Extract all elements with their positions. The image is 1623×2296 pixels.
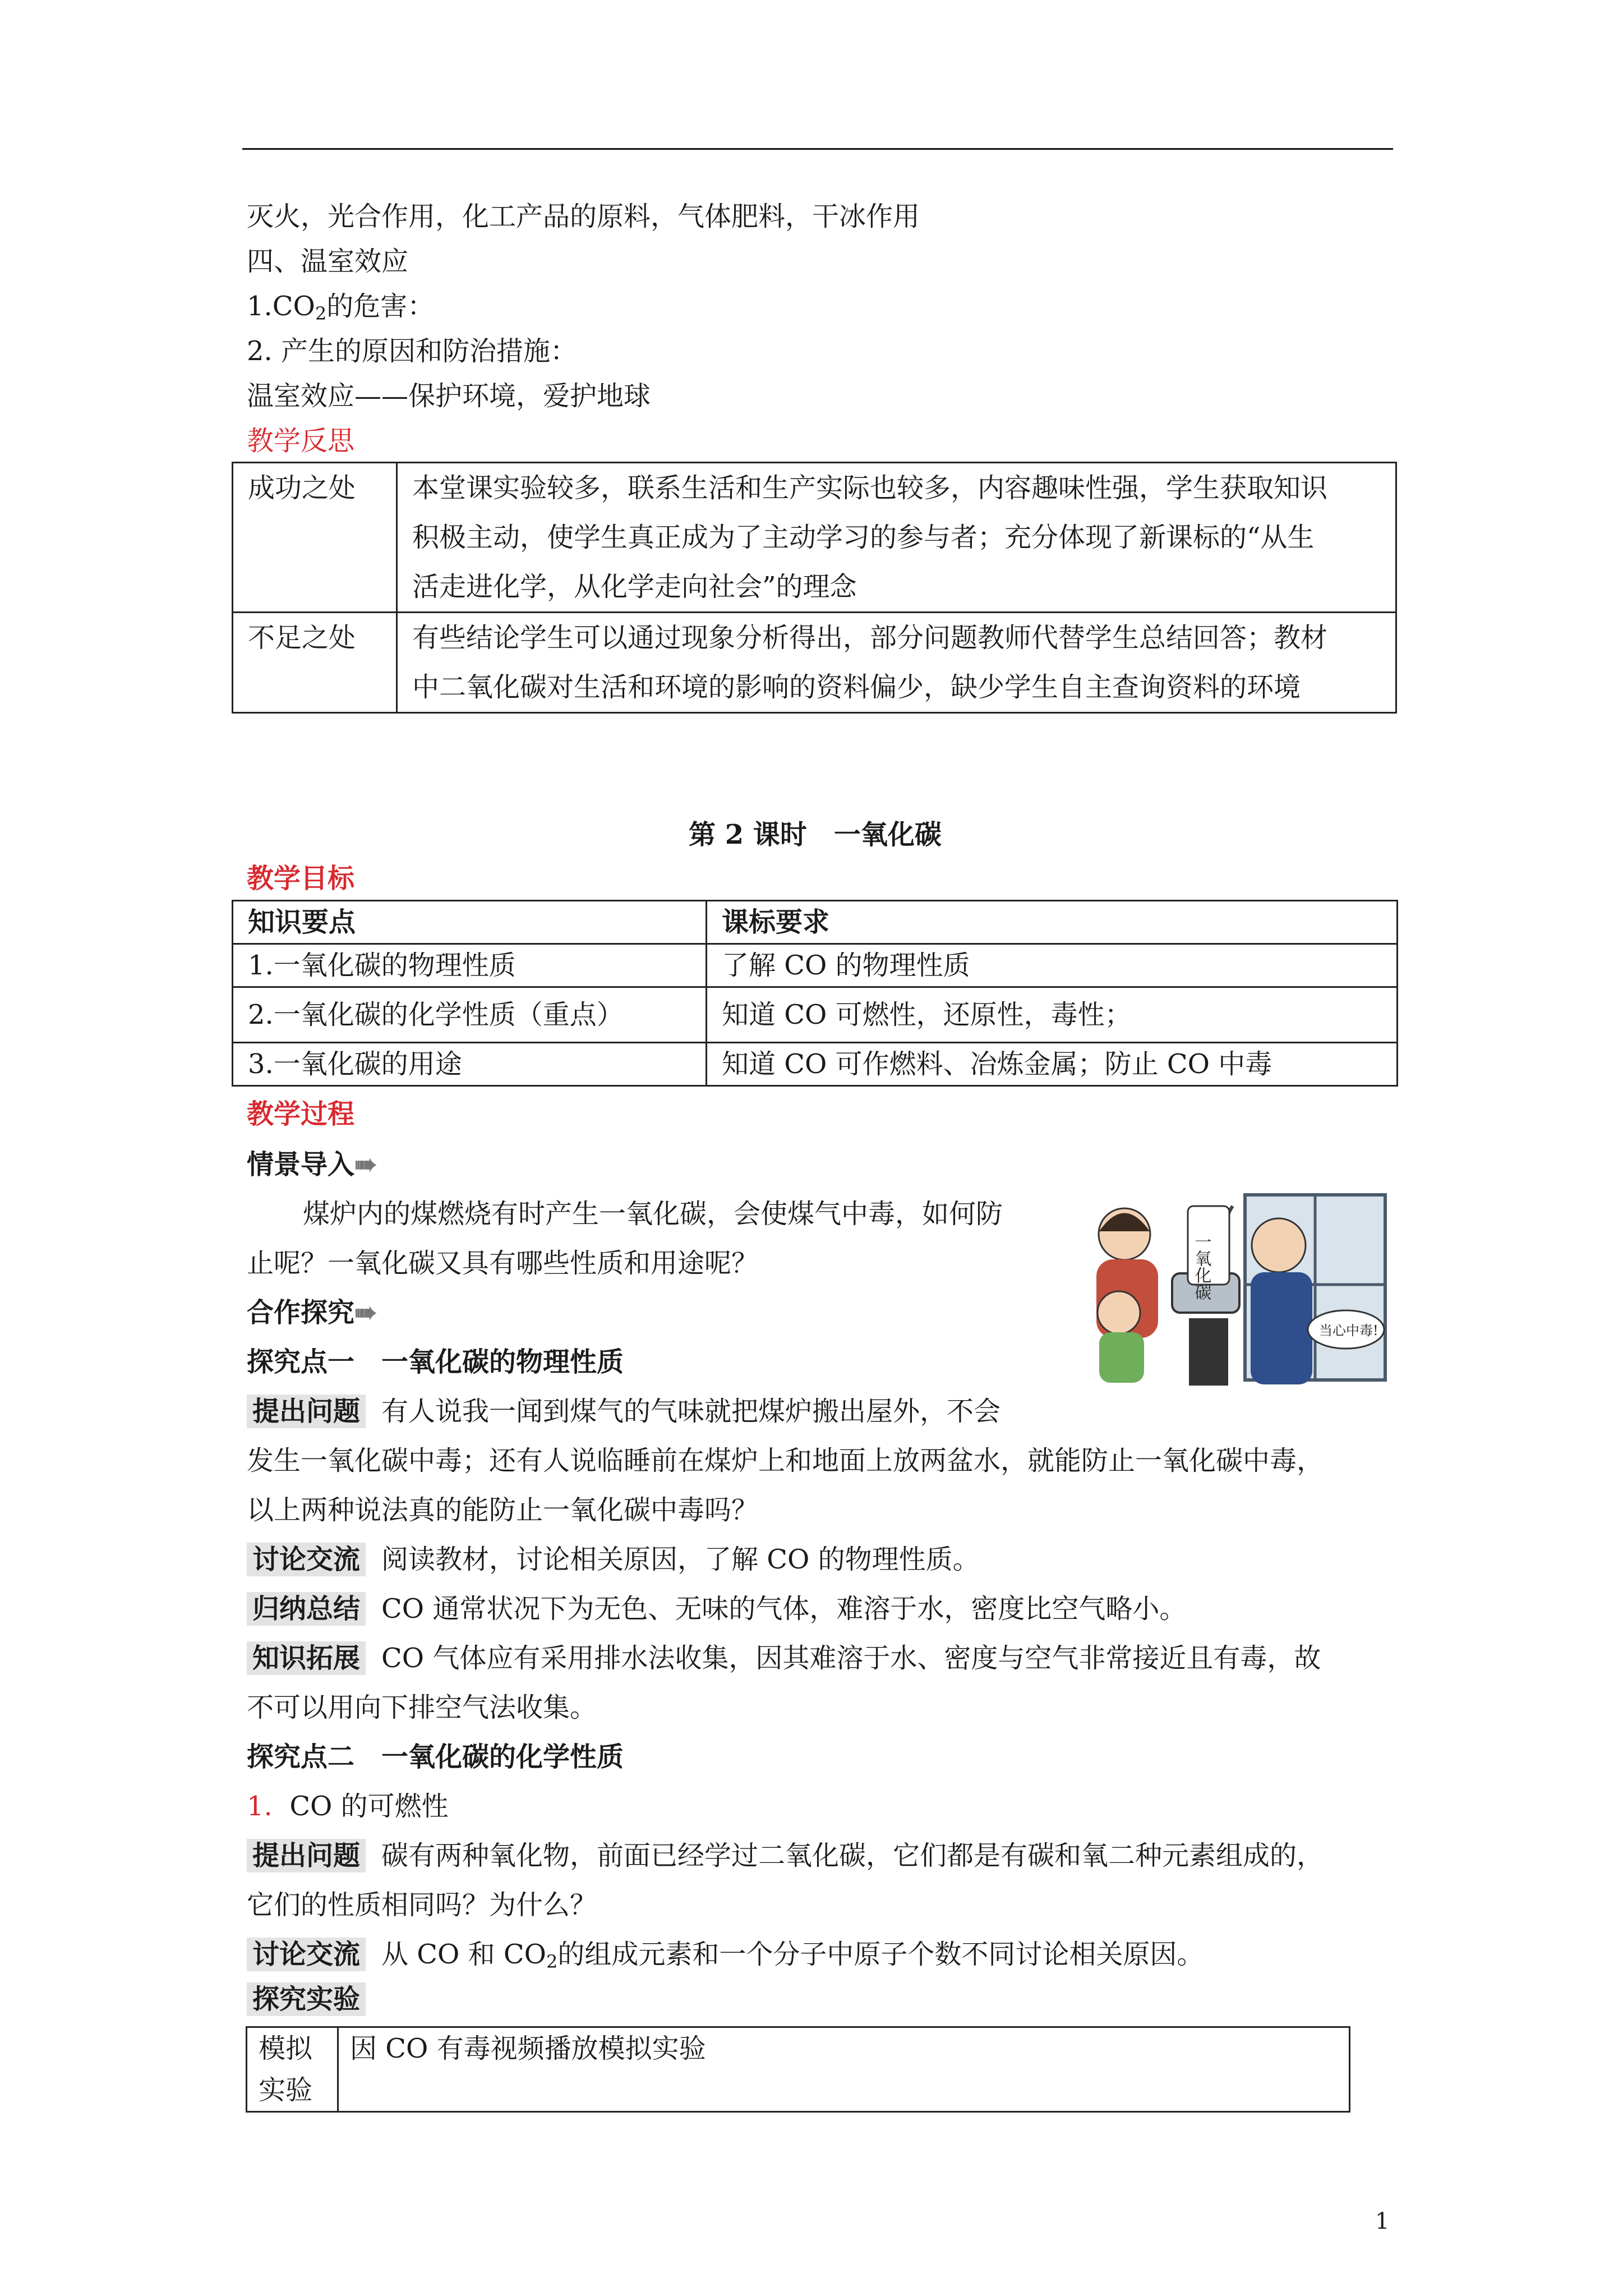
table-cell: 3.一氧化碳的用途: [233, 1043, 707, 1086]
experiment-label: 模拟 实验: [247, 2027, 338, 2112]
tag-discuss: 讨论交流: [247, 1543, 366, 1576]
reflection-content: 有些结论学生可以通过现象分析得出，部分问题教师代替学生总结回答；教材 中二氧化碳对生活和环境的影响的资料偏少，缺少学生自主查询资料的环境: [397, 613, 1396, 713]
tag-extend: 知识拓展: [247, 1641, 366, 1675]
text-line: 以上两种说法真的能防止一氧化碳中毒吗？: [247, 1494, 759, 1526]
arrow-right-icon: ➠: [354, 1149, 377, 1180]
objectives-heading: 教学目标: [247, 863, 355, 894]
lesson-title: 第 2 课时 一氧化碳: [689, 819, 942, 850]
experiment-table: [246, 2026, 1350, 2113]
text-line: $1.CO_2$的危害：: [247, 291, 435, 324]
text-line: 知识拓展 CO 气体应有采用排水法收集，因其难溶于水、密度与空气非常接近且有毒，故: [247, 1641, 1321, 1675]
tag-discuss: 讨论交流: [247, 1938, 366, 1971]
svg-text:一氧化碳: 一氧化碳: [1191, 1233, 1211, 1300]
text-line: 发生一氧化碳中毒；还有人说临睡前在煤炉上和地面上放两盆水，就能防止一氧化碳中毒，: [247, 1445, 1324, 1476]
coop-label: 合作探究➠: [247, 1297, 377, 1328]
table-cell: 了解 CO 的物理性质: [707, 944, 1398, 987]
reflection-label: 不足之处: [233, 613, 397, 713]
page-number: 1: [1375, 2208, 1390, 2234]
text-line: 归纳总结 CO 通常状况下为无色、无味的气体，难溶于水，密度比空气略小。: [247, 1592, 1186, 1626]
section-heading: 四、温室效应: [247, 246, 409, 277]
gas-poisoning-illustration: [1082, 1189, 1390, 1391]
table-row: [233, 944, 1398, 987]
tag-ask: 提出问题: [247, 1839, 366, 1872]
experiment-content: 因 CO 有毒视频播放模拟实验: [338, 2027, 1350, 2112]
table-cell: 知道 CO 可作燃料、冶炼金属；防止 CO 中毒: [707, 1043, 1398, 1086]
svg-text:当心中毒!: 当心中毒!: [1319, 1323, 1378, 1338]
subsection-title: 探究点二 一氧化碳的化学性质: [247, 1741, 624, 1773]
process-heading: 教学过程: [247, 1098, 355, 1130]
reflection-heading: 教学反思: [247, 425, 355, 457]
tag-experiment: 探究实验: [247, 1982, 366, 2016]
tag-ask: 提出问题: [247, 1395, 366, 1428]
table-row: [233, 1043, 1398, 1086]
table-row: [233, 613, 1396, 713]
text-line: 止呢？一氧化碳又具有哪些性质和用途呢？: [247, 1248, 759, 1279]
arrow-right-icon: ➠: [354, 1297, 377, 1328]
table-cell: 1.一氧化碳的物理性质: [233, 944, 707, 987]
text-line: 1. CO 的可燃性: [247, 1791, 449, 1822]
text-line: 2. 产生的原因和防治措施：: [247, 335, 578, 367]
objectives-table: [232, 900, 1398, 1087]
text-line: [247, 1982, 381, 2016]
tag-summary: 归纳总结: [247, 1592, 366, 1626]
text-line: 煤炉内的煤燃烧有时产生一氧化碳，会使煤气中毒，如何防: [303, 1198, 1003, 1230]
text-line: 讨论交流 从 CO 和 $CO_2$的组成元素和一个分子中原子个数不同讨论相关原因。: [247, 1938, 1204, 1971]
intro-label: 情景导入➠: [247, 1149, 377, 1180]
reflection-label: 成功之处: [233, 463, 397, 613]
text-line: 不可以用向下排空气法收集。: [247, 1692, 597, 1723]
subsection-title: 探究点一 一氧化碳的物理性质: [247, 1346, 624, 1378]
header-rule: [242, 148, 1393, 150]
column-header: 知识要点: [233, 901, 707, 944]
text-line: 它们的性质相同吗？为什么？: [247, 1889, 597, 1921]
table-row: [233, 987, 1398, 1043]
table-row: [247, 2027, 1350, 2112]
text-line: 提出问题 有人说我一闻到煤气的气味就把煤炉搬出屋外，不会: [247, 1395, 1000, 1428]
text-line: 温室效应——保护环境，爱护地球: [247, 380, 651, 412]
reflection-table: [232, 462, 1397, 714]
table-cell: 2.一氧化碳的化学性质（重点）: [233, 987, 707, 1043]
reflection-content: 本堂课实验较多，联系生活和生产实际也较多，内容趣味性强，学生获取知识 积极主动，使学生真正成为了主动学习的参与者；充分体现了新课标的“从生 活走进化学，从化学走向社会”的理念: [397, 463, 1396, 613]
table-cell: 知道 CO 可燃性，还原性，毒性；: [707, 987, 1398, 1043]
column-header: 课标要求: [707, 901, 1398, 944]
text-line: 提出问题 碳有两种氧化物，前面已经学过二氧化碳，它们都是有碳和氧二种元素组成的，: [247, 1839, 1324, 1872]
text-line: 讨论交流 阅读教材，讨论相关原因，了解 CO 的物理性质。: [247, 1543, 980, 1576]
table-row: [233, 463, 1396, 613]
table-header-row: [233, 901, 1398, 944]
text-line: 灭火，光合作用，化工产品的原料，气体肥料，干冰作用: [247, 201, 920, 232]
